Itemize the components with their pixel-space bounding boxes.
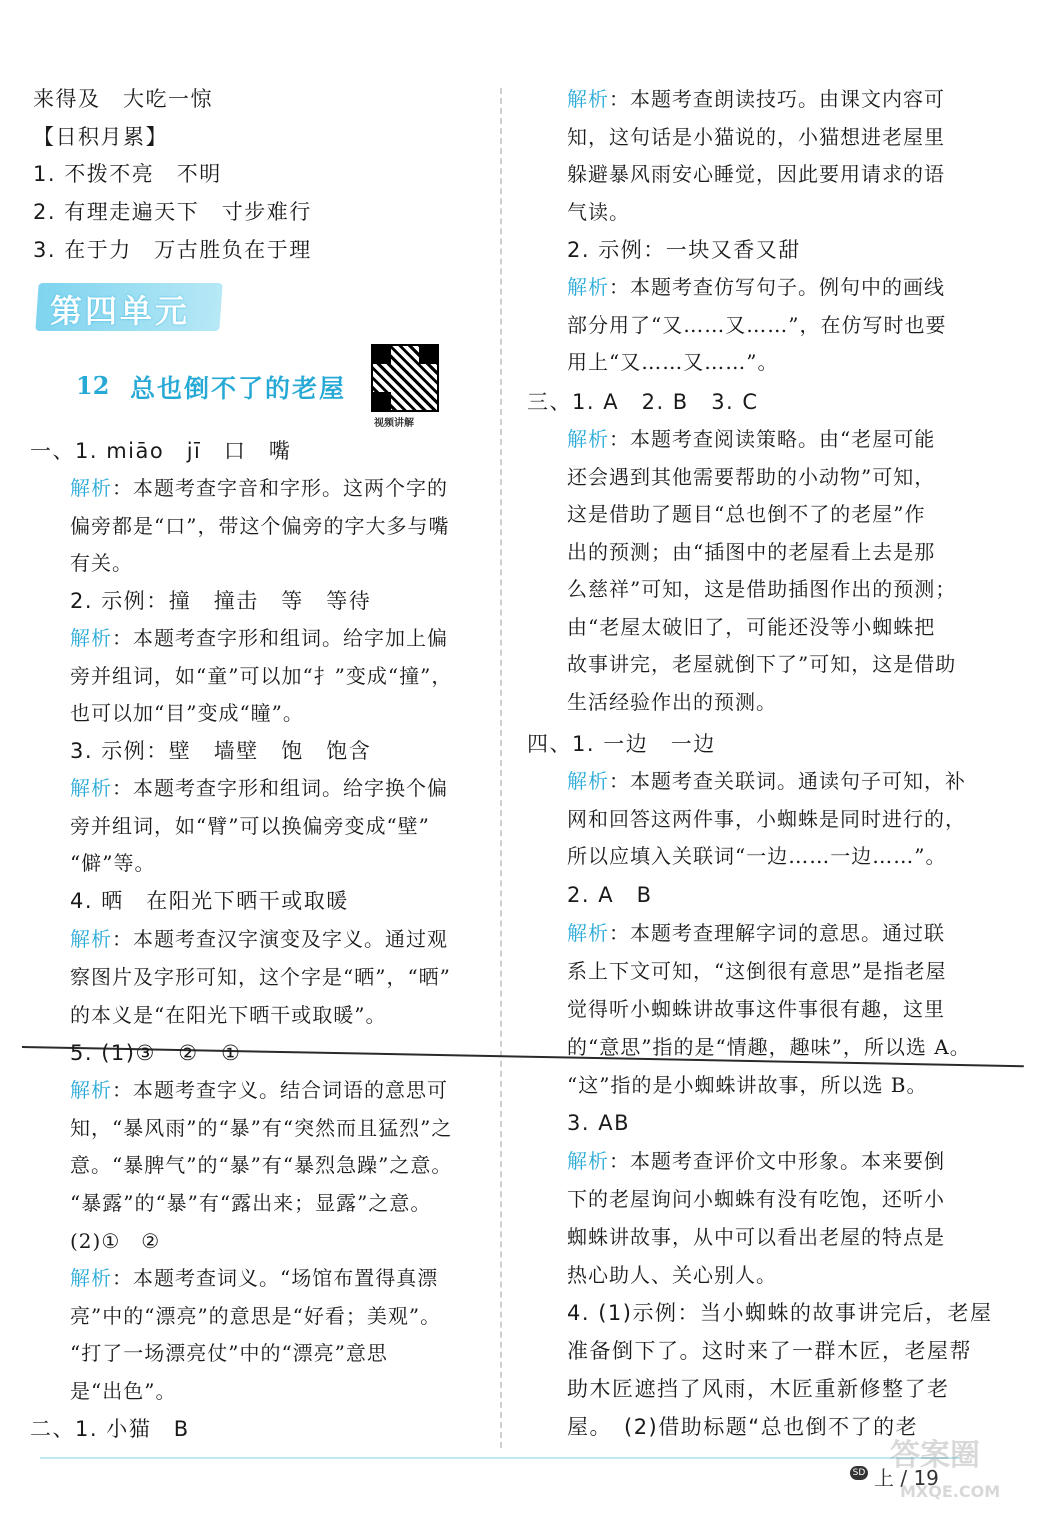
question-line: 三、1. A 2. B 3. C	[527, 390, 759, 414]
question-line: 4. (1)示例：当小蜘蛛的故事讲完后，老屋	[567, 1301, 993, 1325]
analysis-line: “打了一场漂亮仗”中的“漂亮”意思	[70, 1341, 388, 1365]
analysis-tag: 解析	[567, 427, 609, 451]
analysis-line: 有关。	[70, 551, 133, 575]
analysis-line: 所以应填入关联词“一边……一边……”。	[567, 844, 947, 868]
analysis-tag: 解析	[567, 1149, 609, 1173]
analysis-line: 下的老屋询问小蜘蛛有没有吃饱，还听小	[567, 1187, 945, 1211]
text-line: 3. 在于力 万古胜负在于理	[33, 238, 312, 262]
question-line: 3. AB	[567, 1111, 630, 1135]
analysis-line: 解析：本题考查阅读策略。由“老屋可能	[567, 427, 936, 451]
analysis-line: 解析：本题考查仿写句子。例句中的画线	[567, 275, 945, 299]
analysis-line: 是“出色”。	[70, 1379, 177, 1403]
analysis-tag: 解析	[70, 1078, 112, 1102]
analysis-line: 么慈祥”可知，这是借助插图作出的预测；	[567, 577, 957, 601]
unit-title: 第四单元	[50, 292, 191, 330]
analysis-line: 解析：本题考查字形和组词。给字加上偏	[70, 626, 448, 650]
analysis-tag: 解析	[567, 769, 609, 793]
question-line: 准备倒下了。这时来了一群木匠，老屋帮	[567, 1339, 972, 1363]
watermark-url: MXQE.COM	[900, 1482, 1001, 1501]
section-heading: 【日积月累】	[33, 125, 168, 149]
question-line: 助木匠遮挡了风雨，木匠重新修整了老	[567, 1377, 950, 1401]
analysis-line: 解析：本题考查汉字演变及字义。通过观	[70, 927, 448, 951]
analysis-line: 由“老屋太破旧了，可能还没等小蜘蛛把	[567, 615, 936, 639]
question-line: 屋。 (2)借助标题“总也倒不了的老	[567, 1415, 919, 1439]
question-line: 5. (1)③ ② ①	[70, 1041, 242, 1065]
analysis-line: 生活经验作出的预测。	[567, 690, 777, 714]
analysis-line: 解析：本题考查评价文中形象。本来要倒	[567, 1149, 945, 1173]
analysis-line: 解析：本题考查字音和字形。这两个字的	[70, 476, 448, 500]
question-line: 二、1. 小猫 B	[30, 1417, 190, 1441]
column-divider	[500, 88, 502, 1448]
analysis-tag: 解析	[70, 1266, 112, 1290]
analysis-line: 察图片及字形可知，这个字是“晒”，“晒”	[70, 965, 451, 989]
analysis-line: 故事讲完，老屋就倒下了”可知，这是借助	[567, 652, 957, 676]
analysis-line: 部分用了“又……又……”，在仿写时也要	[567, 313, 947, 337]
qr-label: 视频讲解	[374, 418, 414, 429]
analysis-line: 解析：本题考查朗读技巧。由课文内容可	[567, 87, 945, 111]
question-line: 四、1. 一边 一边	[527, 732, 716, 756]
analysis-line: 觉得听小蜘蛛讲故事这件事很有趣，这里	[567, 997, 945, 1021]
analysis-line: 旁并组词，如“臂”可以换偏旁变成“壁”	[70, 814, 430, 838]
text-line: 1. 不拨不亮 不明	[33, 162, 222, 186]
analysis-tag: 解析	[567, 275, 609, 299]
analysis-line: “暴露”的“暴”有“露出来；显露”之意。	[70, 1191, 432, 1215]
analysis-line: 气读。	[567, 200, 630, 224]
question-line: 2. 示例：一块又香又甜	[567, 238, 801, 262]
analysis-line: 旁并组词，如“童”可以加“扌”变成“撞”，	[70, 664, 453, 688]
analysis-tag: 解析	[70, 776, 112, 800]
lesson-title: 总也倒不了的老屋	[130, 374, 347, 403]
analysis-line: 系上下文可知，“这倒很有意思”是指老屋	[567, 959, 947, 983]
text-line: 来得及 大吃一惊	[33, 87, 213, 111]
footer-rule	[40, 1457, 960, 1459]
lesson-number: 12	[76, 371, 110, 400]
analysis-tag: 解析	[70, 626, 112, 650]
analysis-line: 这是借助了题目“总也倒不了的老屋”作	[567, 502, 926, 526]
analysis-line: 蜘蛛讲故事，从中可以看出老屋的特点是	[567, 1225, 945, 1249]
badge-icon: SD	[850, 1466, 868, 1480]
question-line: 一、1. miāo jī 口 嘴	[30, 439, 292, 463]
analysis-tag: 解析	[567, 87, 609, 111]
analysis-line: 用上“又……又……”。	[567, 350, 779, 374]
analysis-line: 的“意思”指的是“情趣，趣味”，所以选 A。	[567, 1035, 971, 1059]
qr-code-icon[interactable]	[371, 344, 439, 412]
analysis-line: 知，这句话是小猫说的，小猫想进老屋里	[567, 125, 945, 149]
analysis-line: 也可以加“目”变成“瞳”。	[70, 701, 304, 725]
analysis-line: 解析：本题考查字义。结合词语的意思可	[70, 1078, 448, 1102]
analysis-line: 解析：本题考查字形和组词。给字换个偏	[70, 776, 448, 800]
question-line: 4. 晒 在阳光下晒干或取暖	[70, 889, 349, 913]
page-number: 上 / 19	[874, 1466, 939, 1490]
analysis-line: 躲避暴风雨安心睡觉，因此要用请求的语	[567, 162, 945, 186]
analysis-line: 亮”中的“漂亮”的意思是“好看；美观”。	[70, 1304, 442, 1328]
analysis-tag: 解析	[70, 927, 112, 951]
analysis-line: “这”指的是小蜘蛛讲故事，所以选 B。	[567, 1073, 928, 1097]
analysis-line: 解析：本题考查关联词。通读句子可知，补	[567, 769, 966, 793]
question-line: 2. A B	[567, 883, 653, 907]
analysis-line: 的本义是“在阳光下晒干或取暖”。	[70, 1003, 387, 1027]
analysis-line: 偏旁都是“口”，带这个偏旁的字大多与嘴	[70, 514, 450, 538]
watermark-text: 答案圈	[890, 1438, 980, 1473]
watermark	[880, 1420, 1030, 1520]
analysis-tag: 解析	[70, 476, 112, 500]
question-line: 2. 示例：撞 撞击 等 等待	[70, 589, 372, 613]
analysis-line: 解析：本题考查词义。“场馆布置得真漂	[70, 1266, 439, 1290]
analysis-line: 知，“暴风雨”的“暴”有“突然而且猛烈”之	[70, 1116, 453, 1140]
question-line: (2)① ②	[70, 1229, 161, 1253]
analysis-line: 出的预测；由“插图中的老屋看上去是那	[567, 540, 936, 564]
analysis-tag: 解析	[567, 921, 609, 945]
analysis-line: 解析：本题考查理解字词的意思。通过联	[567, 921, 945, 945]
text-line: 2. 有理走遍天下 寸步难行	[33, 200, 312, 224]
analysis-line: 网和回答这两件事，小蜘蛛是同时进行的，	[567, 807, 966, 831]
question-line: 3. 示例：壁 墙壁 饱 饱含	[70, 739, 372, 763]
analysis-line: “僻”等。	[70, 851, 156, 875]
analysis-line: 热心助人、关心别人。	[567, 1263, 777, 1287]
analysis-line: 还会遇到其他需要帮助的小动物”可知，	[567, 465, 936, 489]
analysis-line: 意。“暴脾气”的“暴”有“暴烈急躁”之意。	[70, 1153, 453, 1177]
